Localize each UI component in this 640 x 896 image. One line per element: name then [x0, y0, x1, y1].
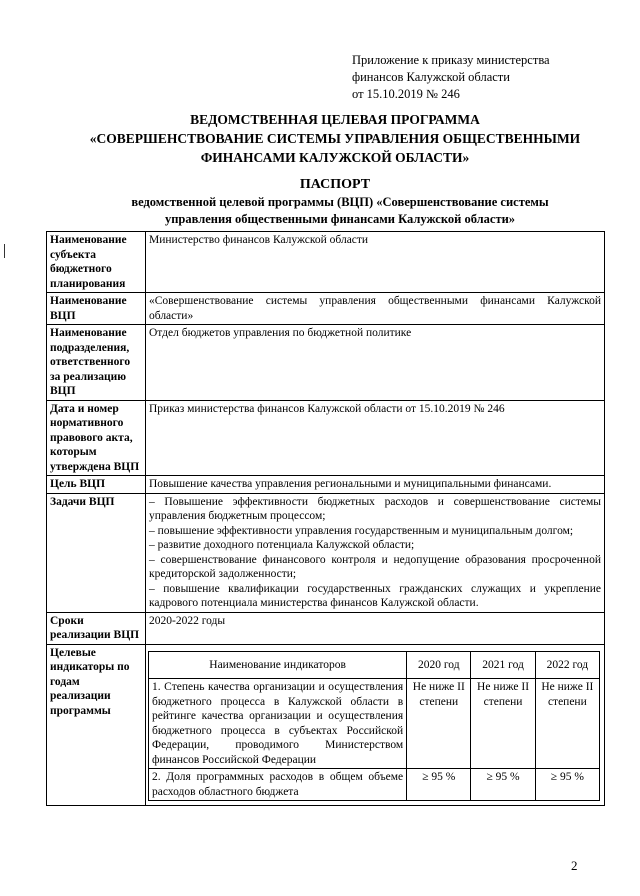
table-row — [47, 293, 605, 325]
indicator-value: ≥ 95 % — [535, 769, 599, 801]
row-label: Сроки реализации ВЦП — [47, 612, 146, 644]
indicator-value: Не ниже II степени — [535, 679, 599, 769]
row-value: Повышение качества управления региональными и муниципальными финансами. — [146, 476, 605, 494]
subtitle-line: ведомственной целевой программы (ВЦП) «Совершенствование системы — [131, 195, 549, 209]
indicator-value: ≥ 95 % — [471, 769, 535, 801]
row-label: Наименование подразделения, ответственного за реализацию ВЦП — [47, 325, 146, 401]
indicator-value: Не ниже II степени — [407, 679, 471, 769]
indicator-header: 2020 год — [407, 651, 471, 679]
passport-table — [46, 231, 605, 806]
task-item: – повышение эффективности управления государственным и муниципальным долгом; — [149, 524, 574, 537]
indicator-row — [149, 679, 600, 769]
appendix-line: финансов Калужской области — [352, 70, 510, 84]
passport-heading: ПАСПОРТ — [299, 177, 371, 192]
title-line: «СОВЕРШЕНСТВОВАНИЕ СИСТЕМЫ УПРАВЛЕНИЯ ОБЩЕСТВЕННЫМИ — [89, 131, 581, 146]
row-value: Отдел бюджетов управления по бюджетной политике — [146, 325, 605, 401]
appendix-line: Приложение к приказу министерства — [352, 53, 550, 67]
row-value: Министерство финансов Калужской области — [146, 232, 605, 293]
row-label: Целевые индикаторы по годам реализации программы — [47, 644, 146, 806]
row-label: Дата и номер нормативного правового акта, которым утверждена ВЦП — [47, 400, 146, 476]
row-value: 2020-2022 годы — [146, 612, 605, 644]
row-value: Приказ министерства финансов Калужской области от 15.10.2019 № 246 — [146, 400, 605, 476]
table-row — [47, 232, 605, 293]
indicator-row — [149, 769, 600, 801]
table-row — [47, 644, 605, 806]
subtitle-line: управления общественными финансами Калужской области» — [164, 212, 516, 226]
indicator-header: 2022 год — [535, 651, 599, 679]
indicator-value: Не ниже II степени — [471, 679, 535, 769]
row-value: «Совершенствование системы управления общественными финансами Калужской области» — [146, 293, 605, 325]
margin-mark — [4, 244, 5, 258]
indicator-name: 2. Доля программных расходов в общем объеме расходов областного бюджета — [149, 769, 407, 801]
appendix-note — [352, 52, 550, 103]
indicators-cell — [146, 644, 605, 806]
row-label: Наименование ВЦП — [47, 293, 146, 325]
table-row — [47, 612, 605, 644]
table-row — [47, 325, 605, 401]
task-item: – повышение квалификации государственных гражданских служащих и укрепление кадрового потенциала министерства финансов Калужской области. — [149, 582, 601, 609]
indicator-header: 2021 год — [471, 651, 535, 679]
appendix-line: от 15.10.2019 № 246 — [352, 87, 460, 101]
indicator-name: 1. Степень качества организации и осуществления бюджетного процесса в Калужской области в рейтинге качества организации и осуществления бюджетного процесса в субъектах Российской Федерации, проводимого Министерством финансов Российской Федерации — [149, 679, 407, 769]
indicator-header: Наименование индикаторов — [149, 651, 407, 679]
page-number: 2 — [571, 858, 578, 873]
task-item: – совершенствование финансового контроля и недопущение образования просроченной кредиторской задолженности; — [149, 553, 601, 580]
tasks-list — [146, 493, 605, 612]
title-line: ФИНАНСАМИ КАЛУЖСКОЙ ОБЛАСТИ» — [200, 150, 470, 165]
indicator-value: ≥ 95 % — [407, 769, 471, 801]
table-row — [47, 400, 605, 476]
document-title — [40, 110, 630, 167]
row-label: Цель ВЦП — [47, 476, 146, 494]
table-row — [47, 493, 605, 612]
task-item: – развитие доходного потенциала Калужской области; — [149, 539, 415, 551]
row-label: Задачи ВЦП — [47, 493, 146, 612]
indicators-table — [148, 651, 600, 802]
row-label: Наименование субъекта бюджетного планирования — [47, 232, 146, 293]
title-line: ВЕДОМСТВЕННАЯ ЦЕЛЕВАЯ ПРОГРАММА — [190, 112, 480, 127]
table-row — [47, 476, 605, 494]
task-item: – Повышение эффективности бюджетных расходов и совершенствование системы управления бюджетным процессом; — [149, 495, 601, 522]
indicators-header-row — [149, 651, 600, 679]
passport-subtitle — [80, 194, 600, 228]
